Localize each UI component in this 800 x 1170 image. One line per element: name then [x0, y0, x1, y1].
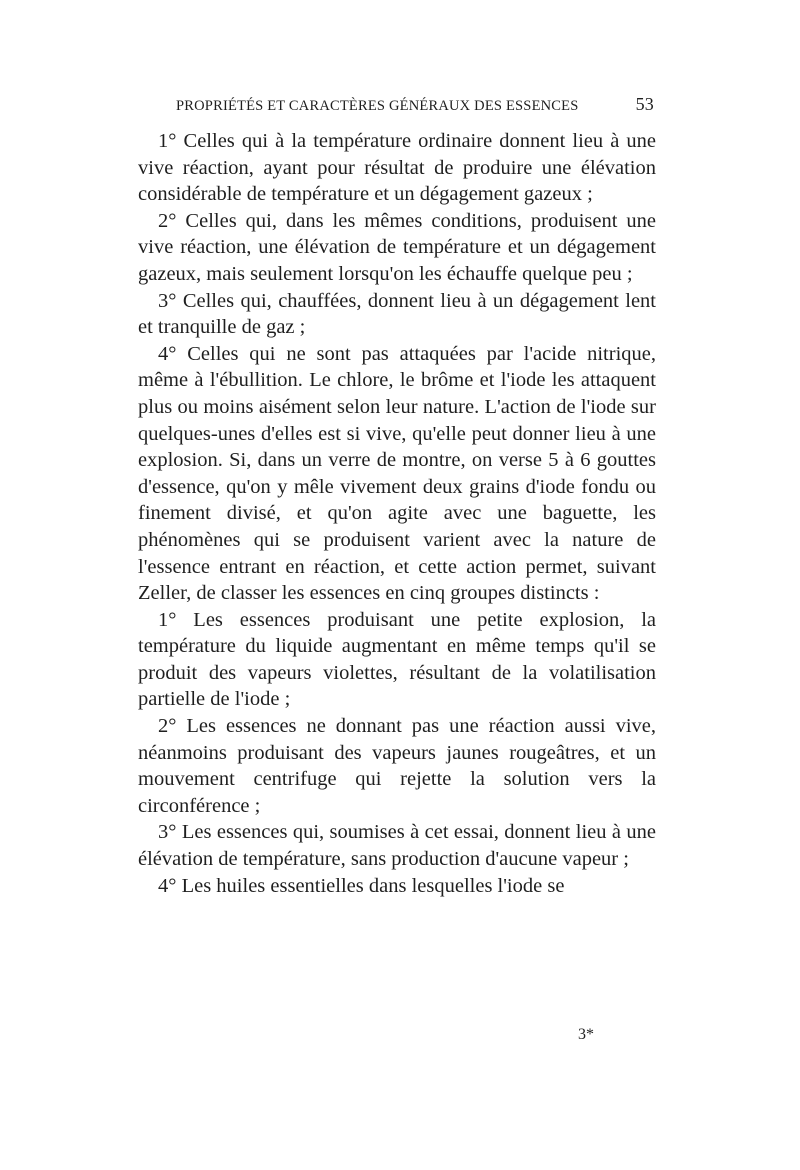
paragraph: 4° Les huiles essentielles dans lesquelles l'iode se: [158, 874, 565, 897]
paragraph: 1° Les essences produisant une petite explosion, la température du liquide augmentant en même temps qu'il se produit des vapeurs violettes, résultant de la volatilisation partielle de l'iode ;: [138, 608, 656, 711]
signature-mark: 3*: [578, 1026, 594, 1043]
running-head: [176, 94, 654, 115]
page-number: 53: [635, 94, 654, 114]
paragraph: 2° Les essences ne donnant pas une réaction aussi vive, néanmoins produisant des vapeurs jaunes rougeâtres, et un mouvement centrifuge qui rejette la solution vers la circonférence ;: [138, 715, 656, 817]
body-text: [138, 128, 656, 899]
paragraph: 2° Celles qui, dans les mêmes conditions, produisent une vive réaction, une élévation de température et un dégagement gazeux, mais seulement lorsqu'on les échauffe quelque peu ;: [138, 209, 656, 285]
paragraph: 3° Celles qui, chauffées, donnent lieu à un dégagement lent et tranquille de gaz ;: [138, 289, 656, 339]
paragraph: 4° Celles qui ne sont pas attaquées par l'acide nitrique, même à l'ébullition. Le chlore, le brôme et l'iode les attaquent plus ou moins aisément selon leur nature. L'action de l'iode sur quelques-unes d'elles est si vive, qu'elle peut donner lieu à une explosion. Si, dans un verre de montre, on verse 5 à 6 gouttes d'essence, qu'on y mêle vivement deux grains d'iode fondu ou finement divisé, et qu'on agite avec une baguette, les phénomènes qui se produisent varient avec la nature de l'essence entrant en réaction, et cette action permet, suivant Zeller, de classer les essences en cinq groupes distincts :: [138, 342, 656, 605]
running-title: PROPRIÉTÉS ET CARACTÈRES GÉNÉRAUX DES ESSENCES: [176, 98, 579, 114]
paragraph: 1° Celles qui à la température ordinaire donnent lieu à une vive réaction, ayant pour résultat de produire une élévation considérable de température et un dégagement gazeux ;: [138, 130, 656, 206]
paragraph: 3° Les essences qui, soumises à cet essai, donnent lieu à une élévation de température, sans production d'aucune vapeur ;: [138, 821, 656, 871]
